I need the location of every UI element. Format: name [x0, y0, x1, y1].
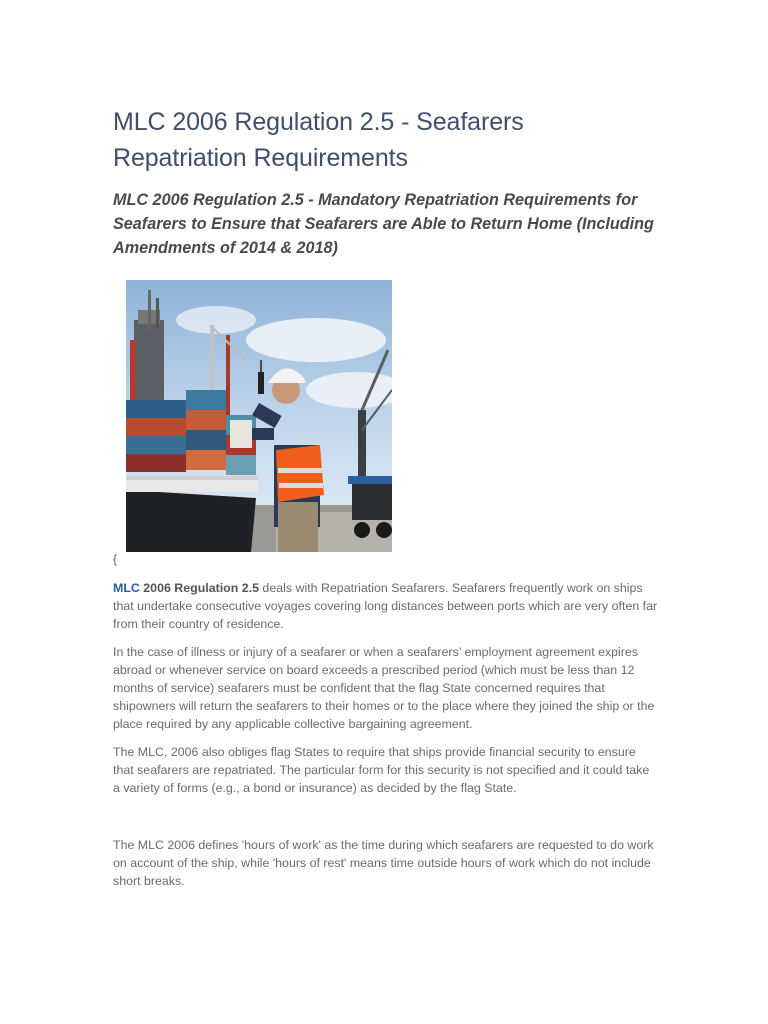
article — [113, 104, 658, 890]
mlc-link[interactable]: MLC — [113, 581, 140, 595]
stray-brace: { — [113, 552, 118, 566]
article-subtitle: MLC 2006 Regulation 2.5 - Mandatory Repatriation Requirements for Seafarers to Ensure that Seafarers are Able to Return Home (Including Amendments of 2014 & 2018) — [113, 191, 654, 257]
paragraph-repatriation-conditions: In the case of illness or injury of a seafarer or when a seafarers’ employment agreement expires abroad or whenever service on board exceeds a prescribed period (which must be less than 12 months of service) seafarers must be confident that the flag State concerned requires that shipowners will return the seafarers to their homes or to the place where they joined the ship or the place required by any applicable collective bargaining agreement. — [113, 645, 655, 731]
paragraph-financial-security: The MLC, 2006 also obliges flag States to require that ships provide financial security to ensure that seafarers are repatriated. The particular form for this security is not specified and it could take a variety of forms (e.g., a bond or insurance) as decided by the flag State. — [113, 745, 650, 795]
hero-image — [126, 280, 392, 552]
paragraph-intro — [113, 579, 658, 633]
page-title: MLC 2006 Regulation 2.5 - Seafarers Repatriation Requirements — [113, 108, 524, 172]
paragraph-intro-text: deals with Repatriation Seafarers. Seafarers frequently work on ships that undertake consecutive voyages covering long distances between ports which are very often far from their country of residence. — [113, 581, 658, 631]
regulation-bold: 2006 Regulation 2.5 — [139, 581, 259, 595]
paragraph-hours-of-work: The MLC 2006 defines 'hours of work' as the time during which seafarers are requested to do work on account of the ship, while 'hours of rest' means time outside hours of work which do not include short breaks. — [113, 838, 654, 888]
